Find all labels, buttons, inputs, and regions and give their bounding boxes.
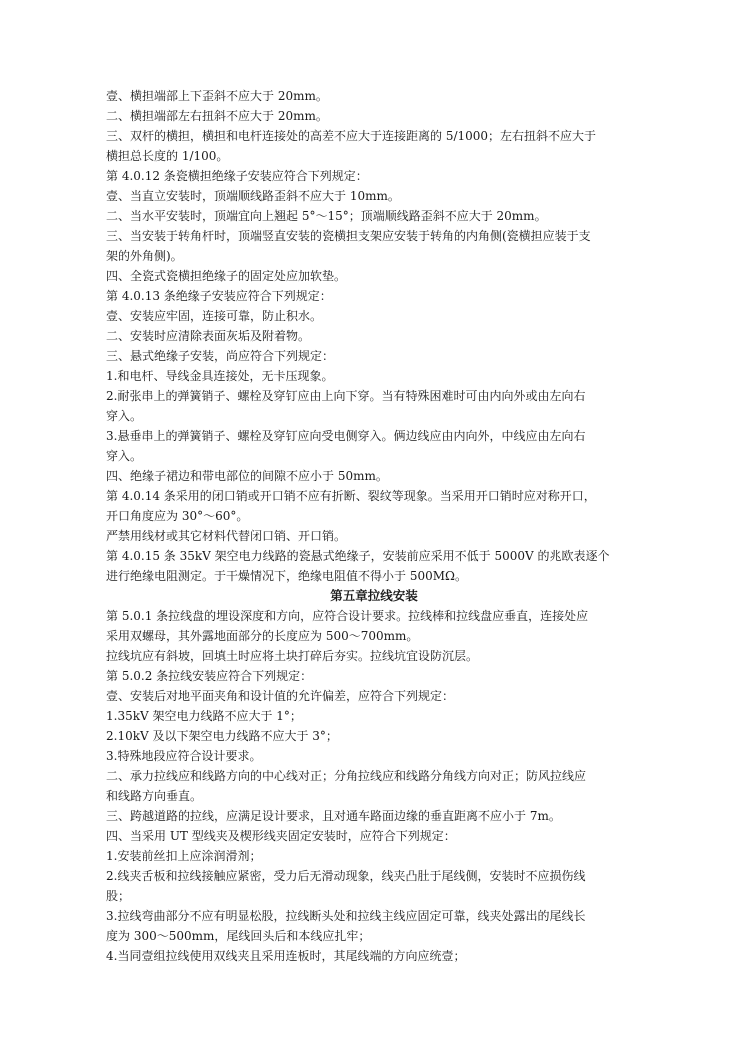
text-line: 2.线夹舌板和拉线接触应紧密，受力后无滑动现象，线夹凸肚于尾线侧，安装时不应损伤线 xyxy=(106,869,586,883)
text-line: 二、承力拉线应和线路方向的中心线对正；分角拉线应和线路分角线方向对正；防风拉线应 xyxy=(106,769,587,783)
text-line: 度为 300～500mm，尾线回头后和本线应扎牢； xyxy=(106,929,371,943)
text-line: 壹、横担端部上下歪斜不应大于 20mm。 xyxy=(106,89,328,103)
text-line: 二、安装时应清除表面灰垢及附着物。 xyxy=(106,329,311,343)
chapter-heading: 第五章拉线安装 xyxy=(330,588,418,603)
text-line: 2.10kV 及以下架空电力线路不应大于 3°； xyxy=(106,729,338,743)
text-line: 拉线坑应有斜坡，回填土时应将土块打碎后夯实。拉线坑宜设防沉层。 xyxy=(106,649,479,663)
text-line: 第 5.0.1 条拉线盘的埋设深度和方向，应符合设计要求。拉线棒和拉线盘应垂直，连接处应 xyxy=(106,609,589,623)
text-line: 壹、安装后对地平面夹角和设计值的允许偏差，应符合下列规定： xyxy=(106,689,455,703)
text-line: 横担总长度的 1/100。 xyxy=(106,149,229,163)
text-line: 采用双螺母，其外露地面部分的长度应为 500～700mm。 xyxy=(106,629,419,643)
text-line: 3.特殊地段应符合设计要求。 xyxy=(106,749,262,763)
text-line: 股； xyxy=(106,889,131,903)
text-line: 二、当水平安装时，顶端宜向上翘起 5°～15°；顶端顺线路歪斜不应大于 20mm。 xyxy=(106,209,547,223)
text-line: 壹、安装应牢固，连接可靠，防止积水。 xyxy=(106,309,323,323)
text-line: 三、当安装于转角杆时，顶端竖直安装的瓷横担支架应安装于转角的内角侧(瓷横担应装于支 xyxy=(106,229,591,243)
text-line: 1.安装前丝扣上应涂润滑剂； xyxy=(106,849,262,863)
text-line: 第 4.0.15 条 35kV 架空电力线路的瓷悬式绝缘子，安装前应采用不低于 5000V 的兆欧表逐个 xyxy=(106,549,610,563)
text-line: 架的外角侧)。 xyxy=(106,249,183,263)
text-line: 四、当采用 UT 型线夹及楔形线夹固定安装时，应符合下列规定： xyxy=(106,829,456,843)
text-line: 和线路方向垂直。 xyxy=(106,789,203,803)
text-line: 三、跨越道路的拉线，应满足设计要求，且对通车路面边缘的垂直距离不应小于 7m。 xyxy=(106,809,561,823)
text-line: 进行绝缘电阻测定。于干燥情况下，绝缘电阻值不得小于 500MΩ。 xyxy=(106,569,467,583)
text-line: 三、双杆的横担，横担和电杆连接处的高差不应大于连接距离的 5/1000；左右扭斜不应大于 xyxy=(106,129,597,143)
text-line: 1.35kV 架空电力线路不应大于 1°； xyxy=(106,709,302,723)
text-line: 第 4.0.12 条瓷横担绝缘子安装应符合下列规定： xyxy=(106,169,368,183)
text-line: 第 5.0.2 条拉线安装应符合下列规定： xyxy=(106,669,313,683)
text-line: 第 4.0.14 条采用的闭口销或开口销不应有折断、裂纹等现象。当采用开口销时应对称开口， xyxy=(106,489,596,503)
text-line: 3.悬垂串上的弹簧销子、螺栓及穿钉应向受电侧穿入。俩边线应由内向外，中线应由左向右 xyxy=(106,429,586,443)
text-line: 穿入。 xyxy=(106,409,143,423)
document-body xyxy=(106,86,642,966)
text-line: 穿入。 xyxy=(106,449,143,463)
text-line: 2.耐张串上的弹簧销子、螺栓及穿钉应由上向下穿。当有特殊困难时可由内向外或由左向右 xyxy=(106,389,586,403)
text-line: 四、绝缘子裙边和带电部位的间隙不应小于 50mm。 xyxy=(106,469,388,483)
text-line: 严禁用线材或其它材料代替闭口销、开口销。 xyxy=(106,529,347,543)
text-line: 第 4.0.13 条绝缘子安装应符合下列规定： xyxy=(106,289,332,303)
text-line: 壹、当直立安装时，顶端顺线路歪斜不应大于 10mm。 xyxy=(106,189,400,203)
text-line: 四、全瓷式瓷横担绝缘子的固定处应加软垫。 xyxy=(106,269,347,283)
text-line: 二、横担端部左右扭斜不应大于 20mm。 xyxy=(106,109,328,123)
text-line: 3.拉线弯曲部分不应有明显松股，拉线断头处和拉线主线应固定可靠，线夹处露出的尾线长 xyxy=(106,909,586,923)
text-line: 开口角度应为 30°～60°。 xyxy=(106,509,249,523)
text-line: 三、悬式绝缘子安装，尚应符合下列规定： xyxy=(106,349,335,363)
text-line: 4.当同壹组拉线使用双线夹且采用连板时，其尾线端的方向应统壹； xyxy=(106,949,466,963)
text-line: 1.和电杆、导线金具连接处，无卡压现象。 xyxy=(106,369,334,383)
